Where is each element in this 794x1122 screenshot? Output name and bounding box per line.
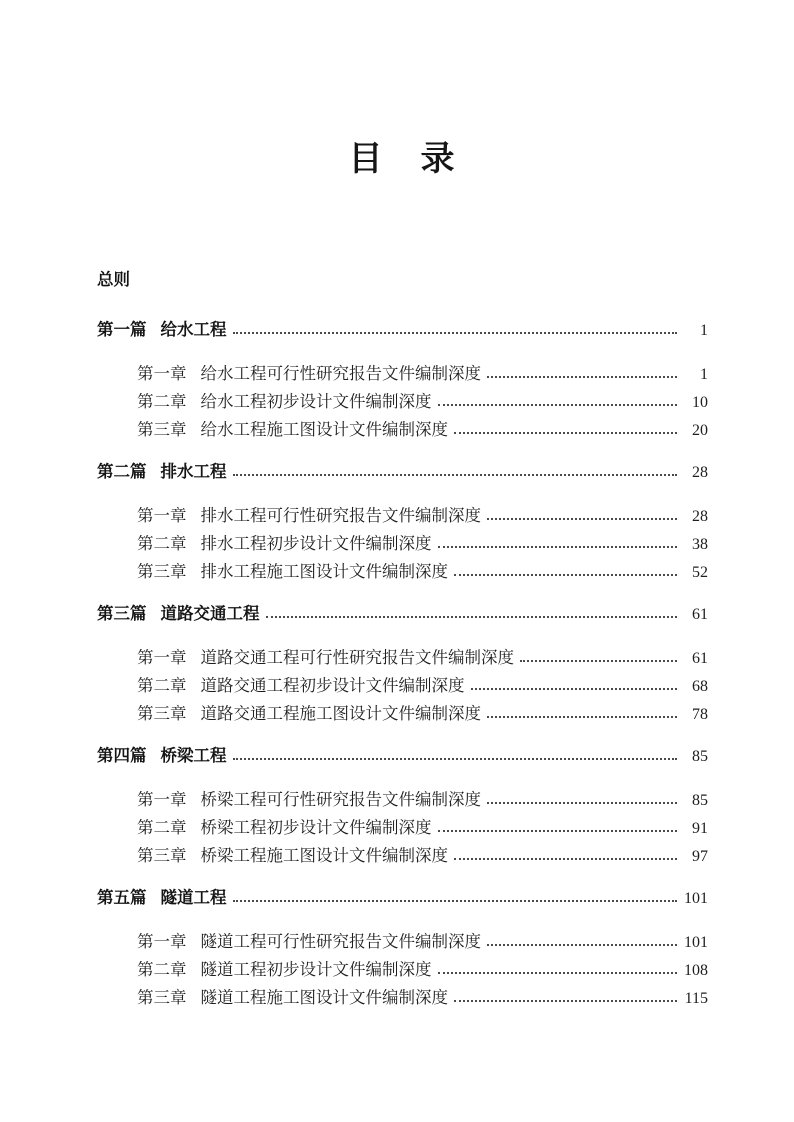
entry-number: 第三章: [137, 988, 187, 1007]
entry-title: 排水工程初步设计文件编制深度: [200, 534, 432, 553]
toc-section-row: [97, 316, 708, 344]
page-number: 101: [684, 934, 708, 951]
entry-number: 第五篇: [97, 889, 147, 907]
toc-chapter-row: [97, 814, 708, 842]
entry-title: 排水工程可行性研究报告文件编制深度: [200, 506, 482, 525]
dot-leader: [471, 688, 677, 690]
entry-number: 第三章: [137, 420, 187, 439]
page-number: 108: [684, 962, 708, 979]
entry-number: 第二章: [137, 392, 187, 411]
dot-leader: [487, 716, 677, 718]
toc-chapter-row: [97, 984, 708, 1012]
entry-title: 桥梁工程可行性研究报告文件编制深度: [200, 790, 482, 809]
page-number: 28: [692, 508, 708, 525]
dot-leader: [438, 830, 677, 832]
page-number: 61: [692, 606, 708, 623]
toc-chapter-row: [97, 360, 708, 388]
entry-title: 隧道工程施工图设计文件编制深度: [200, 988, 449, 1007]
toc-chapter-row: [97, 956, 708, 984]
dot-leader: [454, 858, 677, 860]
page-number: 115: [684, 990, 708, 1007]
entry-title: 给水工程施工图设计文件编制深度: [200, 420, 449, 439]
entry-title: 给水工程: [160, 321, 227, 339]
entry-title: 道路交通工程初步设计文件编制深度: [200, 676, 465, 695]
entry-number: 第二章: [137, 960, 187, 979]
entry-title: 道路交通工程施工图设计文件编制深度: [200, 704, 482, 723]
entry-number: 第一章: [137, 648, 187, 667]
toc-chapter-row: [97, 558, 708, 586]
page-number: 68: [692, 678, 708, 695]
dot-leader: [233, 758, 677, 760]
toc-title: 目 录: [348, 141, 457, 178]
entry-number: 第四篇: [97, 747, 147, 765]
entry-number: 第一章: [137, 932, 187, 951]
dot-leader: [266, 616, 677, 618]
page-number: 28: [692, 464, 708, 481]
dot-leader: [438, 546, 677, 548]
entry-number: 第二篇: [97, 463, 147, 481]
entry-number: 第一章: [137, 790, 187, 809]
toc-chapter-row: [97, 672, 708, 700]
dot-leader: [520, 660, 677, 662]
page-number: 91: [692, 820, 708, 837]
page-number: 52: [692, 564, 708, 581]
dot-leader: [454, 432, 677, 434]
entry-title: 排水工程施工图设计文件编制深度: [200, 562, 449, 581]
entry-title: 桥梁工程: [160, 747, 227, 765]
dot-leader: [233, 474, 677, 476]
entry-number: 第三章: [137, 562, 187, 581]
entry-title: 桥梁工程初步设计文件编制深度: [200, 818, 432, 837]
page-number: 20: [692, 422, 708, 439]
toc-chapter-row: [97, 786, 708, 814]
dot-leader: [487, 944, 677, 946]
page-number: 85: [692, 792, 708, 809]
page-number: 1: [700, 322, 708, 339]
toc-chapter-row: [97, 644, 708, 672]
entry-number: 第一篇: [97, 321, 147, 339]
toc-section-row: [97, 458, 708, 486]
entry-number: 第三章: [137, 704, 187, 723]
entry-title: 隧道工程可行性研究报告文件编制深度: [200, 932, 482, 951]
entry-number: 第二章: [137, 676, 187, 695]
entry-number: 第二章: [137, 534, 187, 553]
page-number: 38: [692, 536, 708, 553]
toc-section-row: [97, 600, 708, 628]
toc-chapter-row: [97, 928, 708, 956]
dot-leader: [454, 574, 677, 576]
dot-leader: [438, 972, 677, 974]
entry-number: 第一章: [137, 364, 187, 383]
entry-title: 道路交通工程可行性研究报告文件编制深度: [200, 648, 515, 667]
toc-chapter-row: [97, 388, 708, 416]
entry-number: 第三篇: [97, 605, 147, 623]
page-number: 10: [692, 394, 708, 411]
entry-title: 桥梁工程施工图设计文件编制深度: [200, 846, 449, 865]
toc-section-row: [97, 884, 708, 912]
dot-leader: [233, 332, 677, 334]
page-number: 78: [692, 706, 708, 723]
entry-number: 第三章: [137, 846, 187, 865]
dot-leader: [487, 802, 677, 804]
entry-title: 隧道工程初步设计文件编制深度: [200, 960, 432, 979]
dot-leader: [454, 1000, 677, 1002]
dot-leader: [233, 900, 677, 902]
page-number: 101: [684, 890, 708, 907]
entry-number: 第一章: [137, 506, 187, 525]
toc-preamble: 总则: [97, 271, 130, 289]
entry-title: 排水工程: [160, 463, 227, 481]
entry-title: 给水工程初步设计文件编制深度: [200, 392, 432, 411]
page-number: 85: [692, 748, 708, 765]
dot-leader: [438, 404, 677, 406]
entry-title: 给水工程可行性研究报告文件编制深度: [200, 364, 482, 383]
toc-chapter-row: [97, 502, 708, 530]
toc-chapter-row: [97, 416, 708, 444]
toc-chapter-row: [97, 530, 708, 558]
toc-chapter-row: [97, 700, 708, 728]
toc-list: [97, 316, 708, 1012]
page-number: 97: [692, 848, 708, 865]
page-number: 1: [700, 366, 708, 383]
entry-number: 第二章: [137, 818, 187, 837]
entry-title: 隧道工程: [160, 889, 227, 907]
page-number: 61: [692, 650, 708, 667]
entry-title: 道路交通工程: [160, 605, 260, 623]
toc-chapter-row: [97, 842, 708, 870]
dot-leader: [487, 518, 677, 520]
toc-section-row: [97, 742, 708, 770]
dot-leader: [487, 376, 677, 378]
